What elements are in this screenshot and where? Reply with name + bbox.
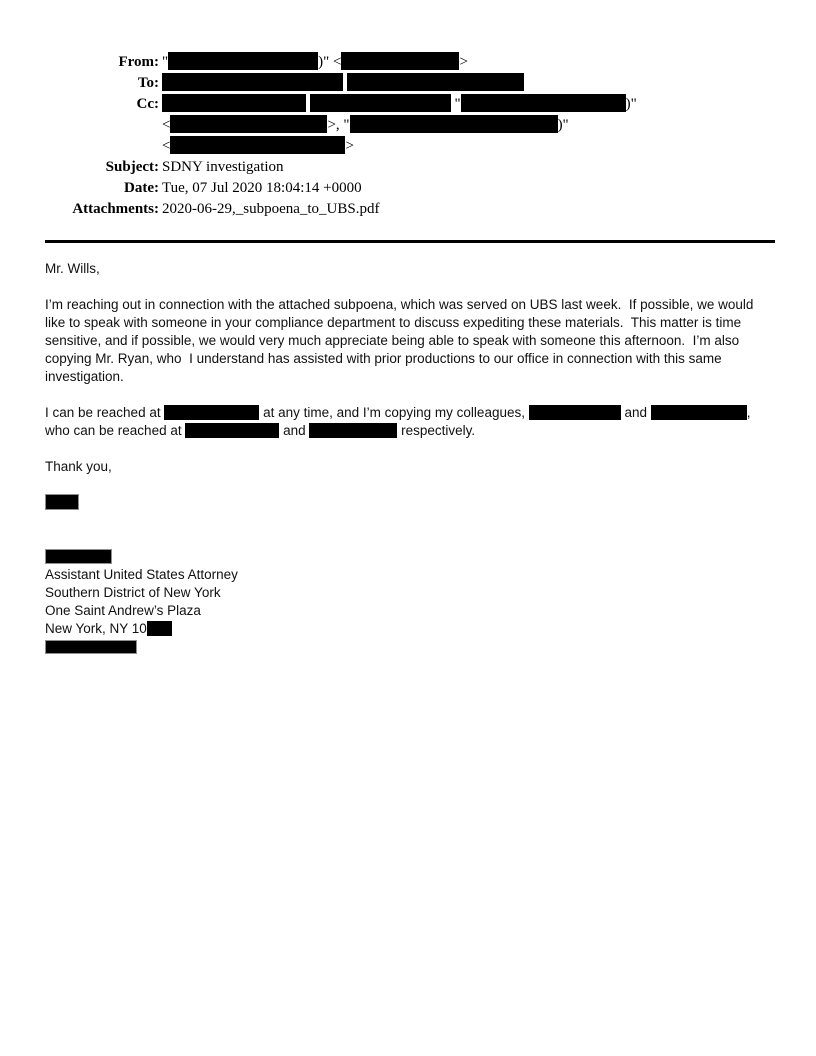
header-value-line: [162, 157, 775, 178]
text-run: <: [162, 138, 171, 154]
redaction-bar: [347, 73, 524, 91]
text-run: respectively.: [397, 423, 476, 438]
redaction-bar: [147, 621, 172, 636]
header-field-row: [45, 73, 775, 94]
redaction-bar: [170, 115, 327, 133]
signature-line: [45, 602, 775, 620]
body-paragraph: [45, 296, 775, 386]
text-run: ": [450, 96, 461, 112]
header-field-value: [162, 94, 775, 157]
header-value-line: [162, 199, 775, 220]
redaction-bar: [529, 405, 621, 420]
text-run: , who can be reached at: [45, 405, 755, 438]
text-run: SDNY investigation: [162, 159, 284, 175]
redaction-bar: [162, 94, 306, 112]
text-run: and: [620, 405, 651, 420]
text-run: I can be reached at: [45, 405, 165, 420]
redaction-bar: [309, 423, 397, 438]
redaction-bar: [350, 115, 558, 133]
text-run: Assistant United States Attorney: [45, 567, 238, 582]
redaction-bar: [461, 94, 626, 112]
redaction-bar: [45, 494, 79, 510]
redaction-bar: [162, 73, 343, 91]
redaction-bar: [168, 52, 318, 70]
header-field-value: [162, 199, 775, 220]
header-field-row: [45, 178, 775, 199]
header-value-line: [162, 178, 775, 199]
email-header: [45, 52, 775, 220]
header-field-label: Date:: [124, 180, 159, 196]
header-field-value: [162, 157, 775, 178]
text-run: <: [162, 117, 171, 133]
text-run: New York, NY 10: [45, 621, 147, 636]
email-body-paragraphs: [45, 260, 775, 512]
header-field-row: [45, 199, 775, 220]
redaction-bar: [185, 423, 279, 438]
text-run: at any time, and I’m copying my colleagues,: [259, 405, 529, 420]
header-field-value: [162, 73, 775, 94]
text-run: Mr. Wills,: [45, 261, 100, 276]
header-field-label: Subject:: [105, 159, 159, 175]
text-run: One Saint Andrew’s Plaza: [45, 603, 201, 618]
text-run: and: [279, 423, 310, 438]
text-run: >, ": [327, 117, 350, 133]
body-paragraph: [45, 404, 775, 440]
signature-line: [45, 566, 775, 584]
header-field-row: [45, 157, 775, 178]
text-run: >: [345, 138, 354, 154]
header-field-value: [162, 178, 775, 199]
header-field-label: To:: [137, 75, 159, 91]
text-run: Southern District of New York: [45, 585, 221, 600]
email-body: [45, 260, 775, 656]
header-value-line: [162, 136, 775, 157]
text-run: >: [459, 54, 468, 70]
header-field-value: [162, 52, 775, 73]
body-paragraph: [45, 260, 775, 278]
header-field-label: Attachments:: [72, 201, 159, 217]
header-value-line: [162, 73, 775, 94]
text-run: )": [625, 96, 637, 112]
signature-line: [45, 584, 775, 602]
header-field-label: Cc:: [136, 96, 159, 112]
body-paragraph: [45, 494, 775, 512]
header-field-label: From:: [118, 54, 159, 70]
header-value-line: [162, 52, 775, 73]
text-run: Thank you,: [45, 459, 112, 474]
redaction-bar: [341, 52, 459, 70]
text-run: )": [557, 117, 569, 133]
signature-line: [45, 638, 775, 656]
redaction-bar: [310, 94, 451, 112]
text-run: 2020-06-29,_subpoena_to_UBS.pdf: [162, 201, 380, 217]
header-field-row: [45, 94, 775, 157]
header-value-line: [162, 115, 775, 136]
header-value-line: [162, 94, 775, 115]
signature-line: [45, 548, 775, 566]
redaction-bar: [170, 136, 345, 154]
redaction-bar: [45, 549, 112, 564]
text-run: Tue, 07 Jul 2020 18:04:14 +0000: [162, 180, 362, 196]
redaction-bar: [45, 640, 137, 654]
header-separator: [45, 240, 775, 243]
signature-line: [45, 620, 775, 638]
body-paragraph: [45, 458, 775, 476]
signature-block: [45, 548, 775, 656]
redaction-bar: [164, 405, 259, 420]
header-field-row: [45, 52, 775, 73]
text-run: I’m reaching out in connection with the attached subpoena, which was served on UBS last week. If possible, we would like to speak with someone in your compliance department to discuss expediting these materials. This matter is time sensitive, and if possible, we would very much appreciate being able to speak with someone this afternoon. I’m also copying Mr. Ryan, who I understand has assisted with prior productions to our office in connection with this same investigation.: [45, 297, 758, 384]
text-run: ": [162, 54, 169, 70]
redaction-bar: [651, 405, 747, 420]
text-run: )" <: [318, 54, 342, 70]
